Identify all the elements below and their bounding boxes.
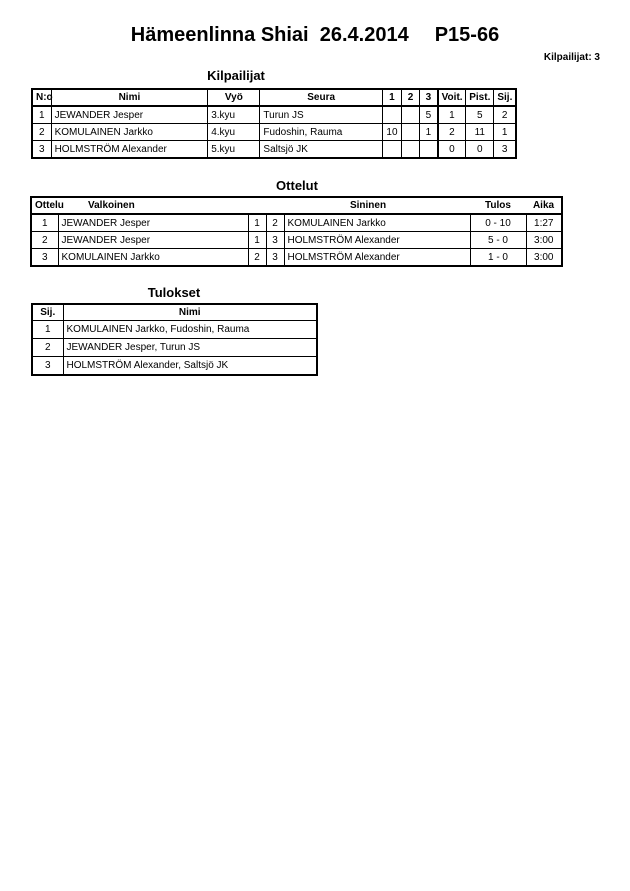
competitor-count: Kilpailijat: 3 <box>543 52 600 63</box>
table-row <box>32 124 516 141</box>
table-row <box>32 321 317 339</box>
table-row <box>32 141 516 159</box>
competitors-table <box>31 88 517 159</box>
competitor-number: 3 <box>32 141 51 159</box>
white-competitor: KOMULAINEN Jarkko <box>58 249 248 267</box>
blue-number: 2 <box>266 214 284 232</box>
placement: 3 <box>494 141 516 159</box>
col-header: Sininen <box>349 200 387 211</box>
table-row <box>31 214 562 232</box>
competitor-name: JEWANDER Jesper <box>51 106 208 124</box>
wins: 2 <box>438 124 466 141</box>
table-row <box>31 232 562 249</box>
competitor-name: KOMULAINEN Jarkko <box>51 124 208 141</box>
col-header: Aika <box>532 200 555 211</box>
event-title: Hämeenlinna Shiai 26.4.2014 <box>130 24 409 46</box>
competitor-club: Fudoshin, Rauma <box>260 124 383 141</box>
blue-competitor: KOMULAINEN Jarkko <box>284 214 470 232</box>
matches-table <box>30 196 563 267</box>
match-number: 3 <box>31 249 58 267</box>
round-score <box>402 106 420 124</box>
col-header: Pist. <box>466 89 494 106</box>
points: 5 <box>466 106 494 124</box>
competitors-heading: Kilpailijat <box>207 68 265 83</box>
competitor-number: 1 <box>32 106 51 124</box>
round-score <box>420 141 438 159</box>
white-number: 2 <box>248 249 266 267</box>
page-title <box>0 24 630 47</box>
results-table <box>31 303 318 376</box>
match-time: 3:00 <box>526 232 562 249</box>
results-header-row <box>32 304 317 321</box>
matches-header-row <box>31 197 562 214</box>
round-score <box>402 124 420 141</box>
round-score <box>382 106 401 124</box>
result-name: JEWANDER Jesper, Turun JS <box>63 339 317 357</box>
competitor-belt: 5.kyu <box>208 141 260 159</box>
match-time: 3:00 <box>526 249 562 267</box>
blue-number: 3 <box>266 249 284 267</box>
col-header: 1 <box>382 89 401 106</box>
round-score: 1 <box>420 124 438 141</box>
result-place: 3 <box>32 357 63 376</box>
blue-number: 3 <box>266 232 284 249</box>
competitor-club: Turun JS <box>260 106 383 124</box>
competitor-belt: 3.kyu <box>208 106 260 124</box>
round-score: 5 <box>420 106 438 124</box>
results-heading: Tulokset <box>147 285 201 300</box>
col-header: Sij. <box>32 304 63 321</box>
white-number: 1 <box>248 232 266 249</box>
white-competitor: JEWANDER Jesper <box>58 214 248 232</box>
col-header: Valkoinen <box>88 200 135 211</box>
placement: 2 <box>494 106 516 124</box>
wins: 1 <box>438 106 466 124</box>
round-score: 10 <box>382 124 401 141</box>
match-result: 0 - 10 <box>470 214 526 232</box>
col-header: Tulos <box>485 200 511 211</box>
white-competitor: JEWANDER Jesper <box>58 232 248 249</box>
col-header: Nimi <box>63 304 317 321</box>
points: 0 <box>466 141 494 159</box>
col-header: 3 <box>420 89 438 106</box>
table-row <box>32 339 317 357</box>
match-number: 2 <box>31 232 58 249</box>
competitor-belt: 4.kyu <box>208 124 260 141</box>
wins: 0 <box>438 141 466 159</box>
blue-competitor: HOLMSTRÖM Alexander <box>284 232 470 249</box>
table-row <box>32 106 516 124</box>
competitors-header-row <box>32 89 516 106</box>
table-row <box>31 249 562 267</box>
result-name: KOMULAINEN Jarkko, Fudoshin, Rauma <box>63 321 317 339</box>
match-time: 1:27 <box>526 214 562 232</box>
match-result: 5 - 0 <box>470 232 526 249</box>
competitor-name: HOLMSTRÖM Alexander <box>51 141 208 159</box>
col-header: Seura <box>260 89 383 106</box>
round-score <box>382 141 401 159</box>
points: 11 <box>466 124 494 141</box>
placement: 1 <box>494 124 516 141</box>
col-header: Voit. <box>438 89 466 106</box>
col-header: Sij. <box>494 89 516 106</box>
matches-heading: Ottelut <box>276 178 318 193</box>
match-number: 1 <box>31 214 58 232</box>
result-place: 2 <box>32 339 63 357</box>
col-header: N:o <box>32 89 51 106</box>
result-name: HOLMSTRÖM Alexander, Saltsjö JK <box>63 357 317 376</box>
white-number: 1 <box>248 214 266 232</box>
blue-competitor: HOLMSTRÖM Alexander <box>284 249 470 267</box>
round-score <box>402 141 420 159</box>
category-code: P15-66 <box>434 24 500 46</box>
col-header: Ottelu <box>35 200 64 211</box>
table-row <box>32 357 317 376</box>
competitor-club: Saltsjö JK <box>260 141 383 159</box>
col-header: 2 <box>402 89 420 106</box>
col-header: Vyö <box>208 89 260 106</box>
competitor-number: 2 <box>32 124 51 141</box>
col-header: Nimi <box>51 89 208 106</box>
match-result: 1 - 0 <box>470 249 526 267</box>
result-place: 1 <box>32 321 63 339</box>
